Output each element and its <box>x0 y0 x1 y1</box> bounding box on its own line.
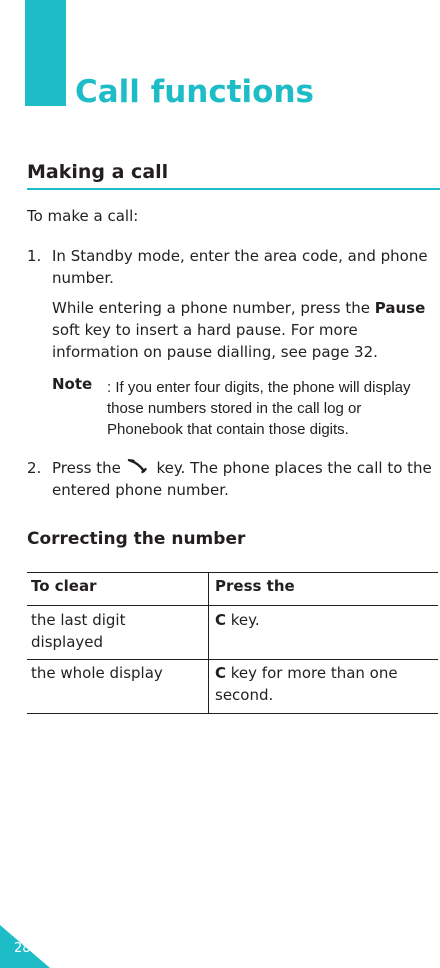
table-header: To clear <box>31 577 97 595</box>
chapter-tab-bar <box>25 0 66 106</box>
step-number: 1. <box>27 247 42 265</box>
table-column-divider <box>208 572 209 714</box>
send-call-icon <box>126 459 152 475</box>
table-header: Press the <box>215 577 295 595</box>
section-title: Making a call <box>27 161 169 183</box>
table-top-rule <box>27 572 438 573</box>
page-number: 28 <box>14 941 31 956</box>
pause-softkey-label: Pause <box>374 299 426 317</box>
step-number: 2. <box>27 459 42 477</box>
table-row-rule <box>27 659 438 660</box>
table-row-rule <box>27 605 438 606</box>
section-divider <box>27 188 440 190</box>
step-text: In Standby mode, enter the area code, and phone number. <box>52 247 428 287</box>
chapter-title: Call functions <box>75 74 314 110</box>
table-bottom-rule <box>27 713 438 714</box>
intro-text: To make a call: <box>27 207 139 225</box>
table-cell: C key. <box>215 611 260 629</box>
step-detail: While entering a phone number, press the Pause soft key to insert a hard pause. For more information on pause dialling, see page 32. <box>52 299 426 361</box>
step-text: Press the key. The phone places the call to the entered phone number. <box>52 459 432 499</box>
table-cell: the whole display <box>31 664 163 682</box>
subsection-title: Correcting the number <box>27 529 246 549</box>
table-cell: C key for more than one second. <box>215 664 398 704</box>
note-text: : If you enter four digits, the phone will display those numbers stored in the call log or Phonebook that contain those digits. <box>107 379 411 438</box>
table-cell: the last digit displayed <box>31 611 126 651</box>
note-label: Note <box>52 375 93 393</box>
